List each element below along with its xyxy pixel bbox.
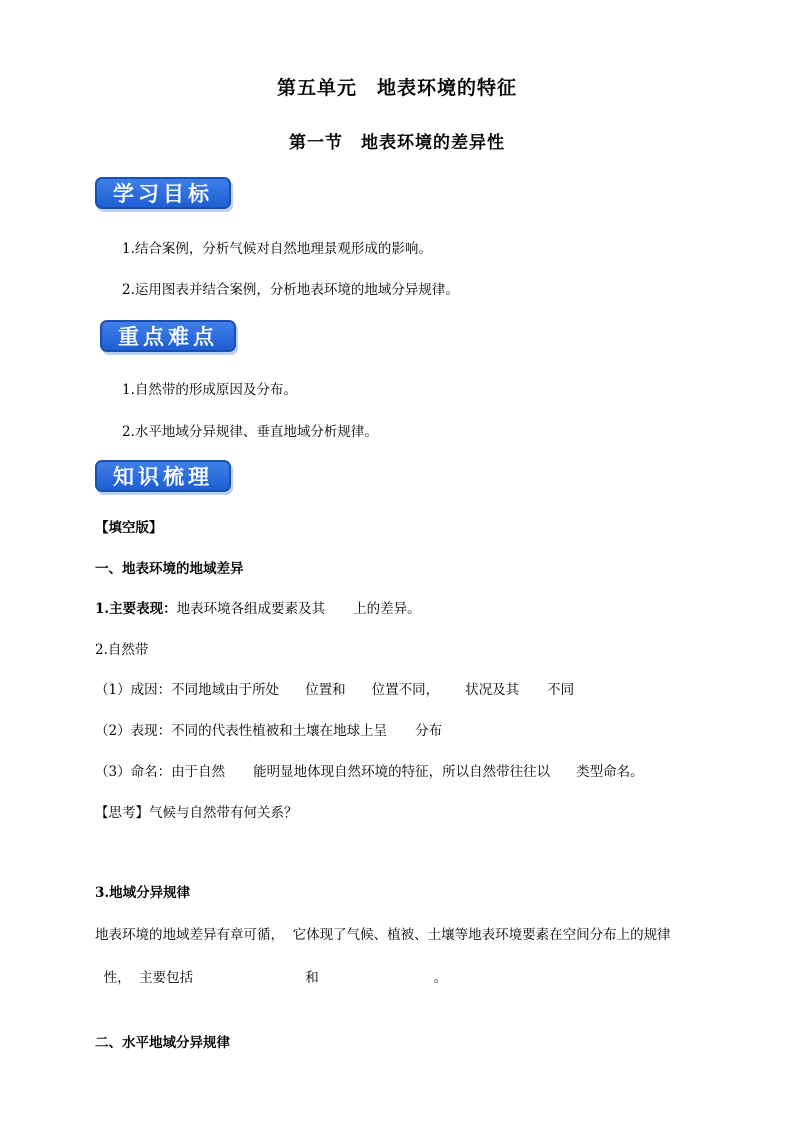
item-1-label: 1.主要表现： (95, 601, 177, 617)
naming-text-a: （3）命名：由于自然 (95, 764, 226, 780)
naming-text-c: 类型命名。 (576, 764, 644, 780)
cause-text-e: 不同 (547, 682, 575, 698)
objective-1: 1.结合案例，分析气候对自然地理景观形成的影响。 (122, 241, 432, 257)
show-line (95, 719, 442, 739)
section-2-heading: 二、水平地域分异规律 (95, 1035, 230, 1051)
think-question: 【思考】气候与自然带有何关系？ (95, 805, 298, 821)
paragraph-line-1: 地表环境的地域差异有章可循， 它体现了气候、植被、土壤等地表环境要素在空间分布上的规律 (95, 927, 671, 943)
paragraph-text-a: 性， 主要包括 (103, 970, 194, 986)
item-1-line (95, 597, 421, 617)
cause-text-a: （1）成因：不同地域由于所处 (95, 682, 280, 698)
badge-knowledge-review: 知识梳理 (95, 460, 231, 492)
section-title: 第一节 地表环境的差异性 (289, 133, 505, 153)
key-point-2: 2.水平地域分异规律、垂直地域分析规律。 (122, 424, 378, 440)
version-label: 【填空版】 (95, 520, 163, 536)
paragraph-text-c: 。 (433, 970, 448, 986)
cause-text-b: 位置和 (305, 682, 346, 698)
item-2-label: 2.自然带 (95, 642, 149, 658)
naming-line (95, 760, 644, 780)
section-1-heading: 一、地表环境的地域差异 (95, 561, 244, 577)
badge-learning-objectives: 学习目标 (95, 177, 231, 209)
cause-text-c: 位置不同， (371, 682, 440, 698)
paragraph-line-2 (95, 950, 447, 986)
show-text-b: 分布 (415, 723, 443, 739)
page-title: 第五单元 地表环境的特征 (276, 77, 517, 99)
naming-text-b: 能明显地体现自然环境的特征，所以自然带往往以 (253, 764, 551, 780)
item-3-label: 3.地域分异规律 (95, 885, 191, 901)
paragraph-text-b: 和 (305, 970, 319, 986)
badge-key-points: 重点难点 (100, 320, 236, 352)
cause-line (95, 678, 574, 698)
item-1-text-a: 地表环境各组成要素及其 (176, 601, 326, 617)
key-point-1: 1.自然带的形成原因及分布。 (122, 382, 297, 398)
objective-2: 2.运用图表并结合案例，分析地表环境的地域分异规律。 (122, 282, 459, 298)
show-text-a: （2）表现：不同的代表性植被和土壤在地球上呈 (95, 723, 388, 739)
cause-text-d: 状况及其 (465, 682, 520, 698)
item-1-text-b: 上的差异。 (353, 601, 421, 617)
